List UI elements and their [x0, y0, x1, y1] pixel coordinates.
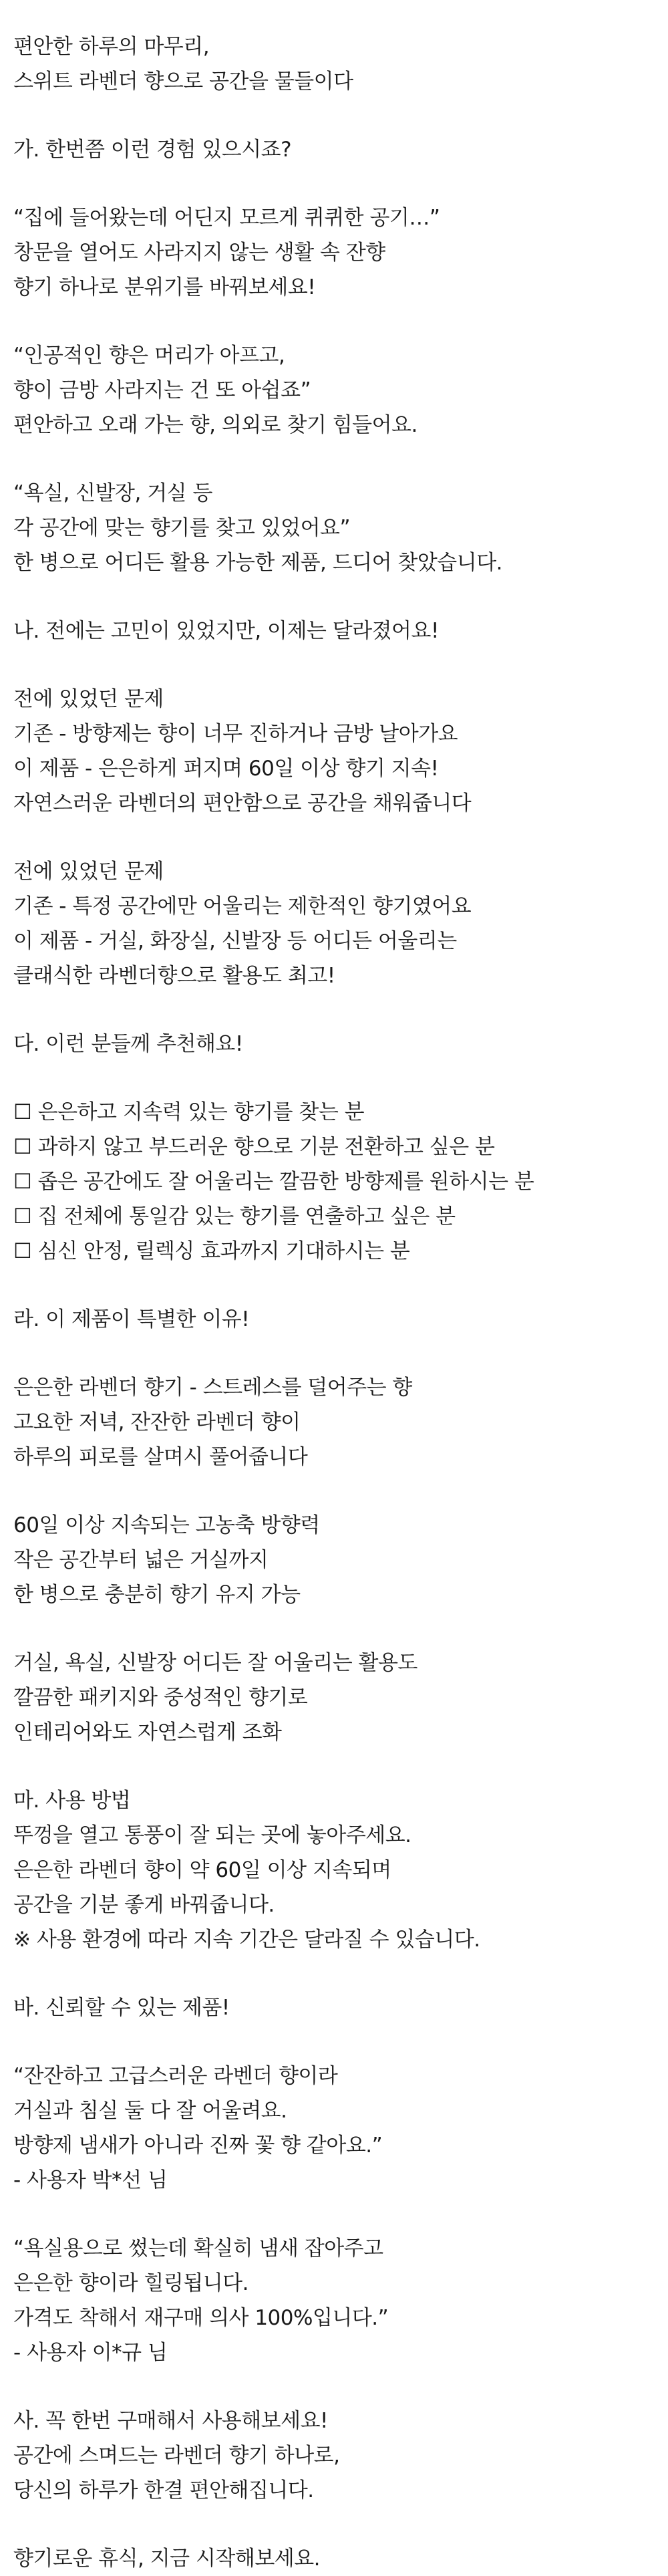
text-block-quote-1 — [13, 201, 655, 305]
text-block-section-ba-heading — [13, 1990, 655, 2025]
text-line: 마. 사용 방법 — [13, 1789, 131, 1813]
text-line: 자연스러운 라벤더의 편안함으로 공간을 채워줍니다 — [13, 791, 472, 815]
text-line: ☐ 과하지 않고 부드러운 향으로 기분 전환하고 싶은 분 — [13, 1135, 495, 1159]
text-line: 인테리어와도 자연스럽게 조화 — [13, 1720, 282, 1745]
text-line: 은은한 향이라 힐링됩니다. — [13, 2271, 248, 2295]
text-line: 향기 하나로 분위기를 바꿔보세요! — [13, 275, 316, 299]
text-line: 이 제품 - 거실, 화장실, 신발장 등 어디든 어울리는 — [13, 929, 457, 953]
text-line: 방향제 냄새가 아니라 진짜 꽃 향 같아요.” — [13, 2134, 383, 2158]
text-block-quote-2 — [13, 338, 655, 442]
text-line: “잔잔하고 고급스러운 라벤더 향이라 — [13, 2064, 338, 2088]
text-line: ☐ 은은하고 지속력 있는 향기를 찾는 분 — [13, 1100, 365, 1124]
text-line: 기존 - 특정 공간에만 어울리는 제한적인 향기였어요 — [13, 894, 472, 918]
text-block-intro — [13, 29, 655, 99]
text-line: 편안한 하루의 마무리, — [13, 35, 210, 59]
text-line: 공간에 스며드는 라벤더 향기 하나로, — [13, 2444, 340, 2468]
text-line: 향기로운 휴식, 지금 시작해보세요. — [13, 2547, 321, 2571]
text-line: ☐ 좁은 공간에도 잘 어울리는 깔끔한 방향제를 원하시는 분 — [13, 1170, 534, 1194]
text-line: “욕실용으로 썼는데 확실히 냄새 잡아주고 — [13, 2236, 383, 2261]
text-block-review-1 — [13, 2059, 655, 2198]
text-line: 나. 전에는 고민이 있었지만, 이제는 달라졌어요! — [13, 619, 439, 643]
text-line: 뚜껑을 열고 통풍이 잘 되는 곳에 놓아주세요. — [13, 1823, 411, 1847]
text-block-section-ga-heading — [13, 132, 655, 167]
text-line: - 사용자 이*규 님 — [13, 2341, 168, 2365]
text-block-section-na-heading — [13, 614, 655, 648]
text-line: 깔끔한 패키지와 중성적인 향기로 — [13, 1686, 308, 1710]
text-block-section-da-heading — [13, 1027, 655, 1061]
text-line: 스위트 라벤더 향으로 공간을 물들이다 — [13, 70, 353, 94]
text-block-final-line — [13, 2541, 655, 2576]
text-line: 거실, 욕실, 신발장 어디든 잘 어울리는 활용도 — [13, 1651, 418, 1675]
text-line: 한 병으로 어디든 활용 가능한 제품, 드디어 찾았습니다. — [13, 551, 502, 575]
text-line: 바. 신뢰할 수 있는 제품! — [13, 1996, 230, 2020]
text-line: 작은 공간부터 넓은 거실까지 — [13, 1548, 269, 1572]
text-line: 한 병으로 충분히 향기 유지 가능 — [13, 1583, 301, 1607]
text-block-compare-1 — [13, 682, 655, 821]
text-block-section-ma-usage — [13, 1783, 655, 1957]
text-line: 전에 있었던 문제 — [13, 687, 164, 711]
text-line: 가격도 착해서 재구매 의사 100%입니다.” — [13, 2306, 389, 2330]
text-block-quote-3 — [13, 476, 655, 580]
text-line: 공간을 기분 좋게 바꿔줍니다. — [13, 1893, 275, 1917]
text-line: 기존 - 방향제는 향이 너무 진하거나 금방 날아가요 — [13, 722, 458, 746]
text-block-section-ra-heading — [13, 1302, 655, 1337]
text-line: 사. 꼭 한번 구매해서 사용해보세요! — [13, 2409, 328, 2433]
text-block-compare-2 — [13, 854, 655, 993]
text-block-reason-1 — [13, 1370, 655, 1474]
text-line: 하루의 피로를 살며시 풀어줍니다 — [13, 1445, 308, 1469]
text-line: 60일 이상 지속되는 고농축 방향력 — [13, 1513, 320, 1537]
text-line: 가. 한번쯤 이런 경험 있으시죠? — [13, 138, 292, 162]
text-line: ☐ 심신 안정, 릴렉싱 효과까지 기대하시는 분 — [13, 1239, 410, 1263]
text-line: 각 공간에 맞는 향기를 찾고 있었어요” — [13, 516, 351, 540]
text-block-section-sa-closing — [13, 2404, 655, 2508]
text-line: 당신의 하루가 한결 편안해집니다. — [13, 2478, 314, 2502]
text-line: 은은한 라벤더 향기 - 스트레스를 덜어주는 향 — [13, 1376, 412, 1400]
text-line: 편안하고 오래 가는 향, 의외로 찾기 힘들어요. — [13, 413, 418, 437]
text-line: “인공적인 향은 머리가 아프고, — [13, 344, 285, 368]
text-block-review-2 — [13, 2231, 655, 2370]
text-line: 창문을 열어도 사라지지 않는 생활 속 잔향 — [13, 241, 385, 265]
text-line: “집에 들어왔는데 어딘지 모르게 퀴퀴한 공기…” — [13, 206, 440, 230]
text-line: 고요한 저녁, 잔잔한 라벤더 향이 — [13, 1410, 301, 1434]
text-line: 라. 이 제품이 특별한 이유! — [13, 1307, 250, 1331]
text-block-checklist — [13, 1095, 655, 1269]
text-block-reason-2 — [13, 1508, 655, 1612]
text-line: 은은한 라벤더 향이 약 60일 이상 지속되며 — [13, 1858, 391, 1882]
text-line: 거실과 침실 둘 다 잘 어울려요. — [13, 2099, 287, 2123]
text-line: 다. 이런 분들께 추천해요! — [13, 1032, 243, 1056]
text-line: 향이 금방 사라지는 건 또 아쉽죠” — [13, 378, 311, 402]
text-line: 클래식한 라벤더향으로 활용도 최고! — [13, 964, 335, 988]
text-line: 이 제품 - 은은하게 퍼지며 60일 이상 향기 지속! — [13, 757, 439, 781]
text-line: - 사용자 박*선 님 — [13, 2168, 168, 2192]
text-line: “욕실, 신발장, 거실 등 — [13, 481, 212, 505]
text-block-reason-3 — [13, 1646, 655, 1750]
text-line: 전에 있었던 문제 — [13, 860, 164, 884]
product-description-document — [13, 29, 655, 2576]
text-line: ☐ 집 전체에 통일감 있는 향기를 연출하고 싶은 분 — [13, 1204, 456, 1229]
text-line: ※ 사용 환경에 따라 지속 기간은 달라질 수 있습니다. — [13, 1928, 480, 1952]
